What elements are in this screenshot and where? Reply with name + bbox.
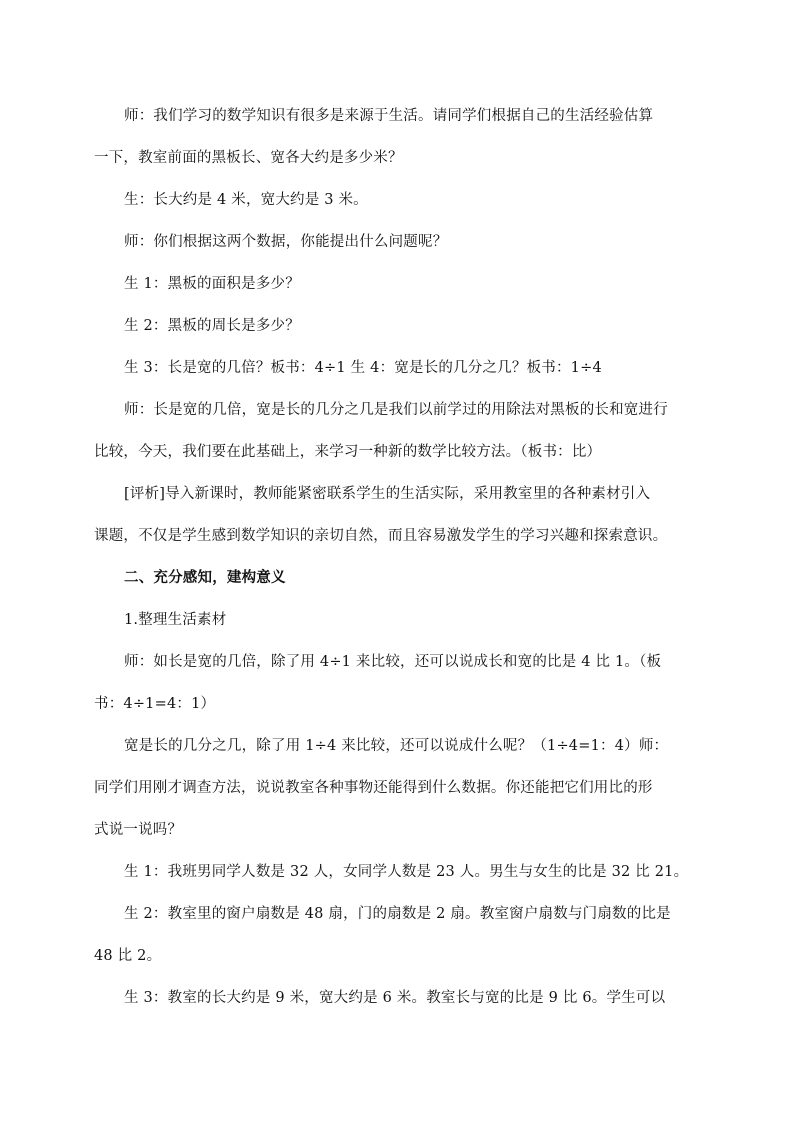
- paragraph-line: 生 2：黑板的周长是多少？: [124, 318, 300, 334]
- paragraph-line: 书：4÷1=4：1）: [94, 696, 216, 712]
- paragraph-line: 48 比 2。: [94, 948, 162, 964]
- paragraph-line: 比较，今天，我们要在此基础上，来学习一种新的数学比较方法。（板书：比）: [94, 444, 602, 460]
- subsection-heading: 1.整理生活素材: [124, 612, 227, 628]
- paragraph-line: 同学们用刚才调查方法，说说教室各种事物还能得到什么数据。你还能把它们用比的形: [94, 780, 653, 796]
- paragraph-line: 师：我们学习的数学知识有很多是来源于生活。请同学们根据自己的生活经验估算: [124, 108, 654, 124]
- paragraph-line: 生 3：长是宽的几倍？板书：4÷1 生 4：宽是长的几分之几？板书：1÷4: [124, 360, 602, 376]
- paragraph-line: 师：你们根据这两个数据，你能提出什么问题呢？: [124, 234, 448, 250]
- paragraph-line: 生 3：教室的长大约是 9 米，宽大约是 6 米。教室长与宽的比是 9 比 6。学生可以: [124, 990, 666, 1006]
- paragraph-line: 生 1：黑板的面积是多少？: [124, 276, 300, 292]
- paragraph-line: 生 2：教室里的窗户扇数是 48 扇，门的扇数是 2 扇。教室窗户扇数与门扇数的比是: [124, 906, 671, 922]
- paragraph-line: 生 1：我班男同学人数是 32 人，女同学人数是 23 人。男生与女生的比是 32 比 21。: [124, 864, 689, 880]
- paragraph-line: 式说一说吗？: [94, 822, 183, 838]
- commentary-line: 课题，不仅是学生感到数学知识的亲切自然，而且容易激发学生的学习兴趣和探索意识。: [94, 528, 668, 544]
- commentary-line: [评析]导入新课时，教师能紧密联系学生的生活实际，采用教室里的各种素材引入: [124, 486, 651, 502]
- paragraph-line: 一下，教室前面的黑板长、宽各大约是多少米？: [94, 150, 403, 166]
- paragraph-line: 师：如长是宽的几倍，除了用 4÷1 来比较，还可以说成长和宽的比是 4 比 1。（板: [124, 654, 662, 670]
- section-heading: 二、充分感知，建构意义: [124, 569, 286, 586]
- paragraph-line: 生：长大约是 4 米，宽大约是 3 米。: [124, 192, 368, 208]
- paragraph-line: 师：长是宽的几倍，宽是长的几分之几是我们以前学过的用除法对黑板的长和宽进行: [124, 402, 668, 418]
- paragraph-line: 宽是长的几分之几，除了用 1÷4 来比较，还可以说成什么呢？（1÷4=1：4）师：: [124, 738, 669, 754]
